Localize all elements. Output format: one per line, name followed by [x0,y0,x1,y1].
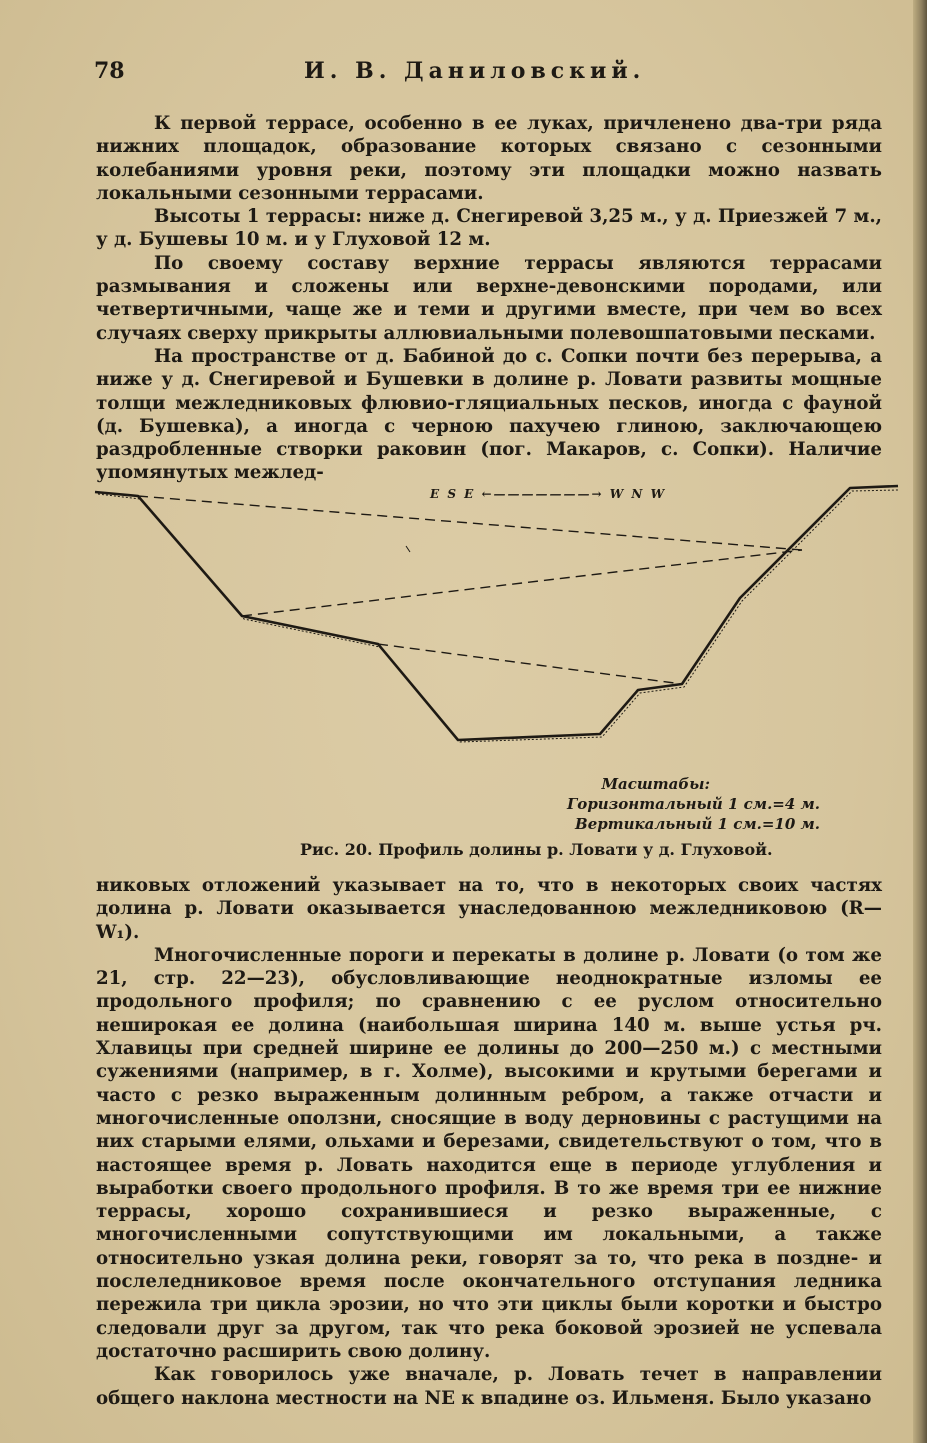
terrace-line-upper [138,496,802,550]
valley-profile-figure [90,478,910,778]
valley-profile-line [95,486,898,740]
terrace-line-lower [378,644,682,684]
paragraph: никовых отложений указывает на то, что в некоторых своих частях долина р. Ловати оказывается унаследованною межледниковою (R— W₁). [96,875,882,943]
valley-profile-drawing [90,478,910,778]
paragraph: Многочисленные пороги и перекаты в долине р. Ловати (о том же 21, стр. 22—23), обусловливающие неоднократные изломы ее продольного профиля; по сравнению с ее руслом относительно неширокая ее долина (наибольшая ширина 140 м. выше устья рч. Хлавицы при средней ширине ее долины до 200—250 м.) с местными сужениями (например, в г. Холме), высокими и крутыми берегами и часто с резко выраженным долинным ребром, а также отчасти и многочисленные оползни, сносящие в воду дерновины с растущими на них старыми елями, ольхами и березами, свидетельствуют о том, что в настоящее время р. Ловать находится еще в периоде углубления и выработки своего продольного профиля. В то же время три ее нижние террасы, хорошо сохранившиеся и резко выраженные, с многочисленными сопутствующими им локальными, а также относительно узкая долина реки, говорят за то, что река в поздне- и послеледниковое время после окончательного отступания ледника пережила три цикла эрозии, но что эти циклы были коротки и быстро следовали друг за другом, так что река боковой эрозией не успевала достаточно расширить свою долину. [96,944,882,1362]
terrace-line-middle [242,550,802,616]
text-block-top [96,112,882,485]
page-header [94,58,884,88]
paragraph: Высоты 1 террасы: ниже д. Снегиревой 3,25 м., у д. Приезжей 7 м., у д. Бушевы 10 м. и у Глуховой 12 м. [96,206,882,251]
figure-caption: Рис. 20. Профиль долины р. Ловати у д. Глуховой. [300,840,773,859]
page-number: 78 [94,58,125,84]
direction-label: E S E ←———————→ W N W [430,487,667,501]
text-block-bottom [96,874,882,1410]
scale-horizontal: Горизонтальный 1 см.=4 м. [566,795,820,813]
paragraph: К первой террасе, особенно в ее луках, причленено два-три ряда нижних площадок, образование которых связано с сезонными колебаниями уровня реки, поэтому эти площадки можно назвать локальными сезонными террасами. [96,113,882,204]
running-head: И. В. Даниловский. [304,58,646,84]
scale-legend [520,774,820,838]
scale-vertical: Вертикальный 1 см.=10 м. [575,815,820,833]
paragraph: По своему составу верхние террасы являются террасами размывания и сложены или верхне-девонскими породами, или четвертичными, чаще же и теми и другими вместе, при чем во всех случаях сверху прикрыты аллювиальными полевошпатовыми песками. [96,252,882,344]
scale-title: Масштабы: [601,775,710,793]
book-spine-shadow [913,0,927,1443]
paragraph: Как говорилось уже вначале, р. Ловать течет в направлении общего наклона местности на NE к впадине оз. Ильменя. Было указано [96,1364,882,1409]
paragraph: На пространстве от д. Бабиной до с. Сопки почти без перерыва, а ниже у д. Снегиревой и Бушевки в долине р. Ловати развиты мощные толщи межледниковых флювио-гляциальных песков, иногда с фауной (д. Бушевка), а иногда с черною пахучею глиною, заключающею раздробленные створки раковин (пог. Макаров, с. Сопки). Наличие упомянутых межлед- [96,345,882,484]
